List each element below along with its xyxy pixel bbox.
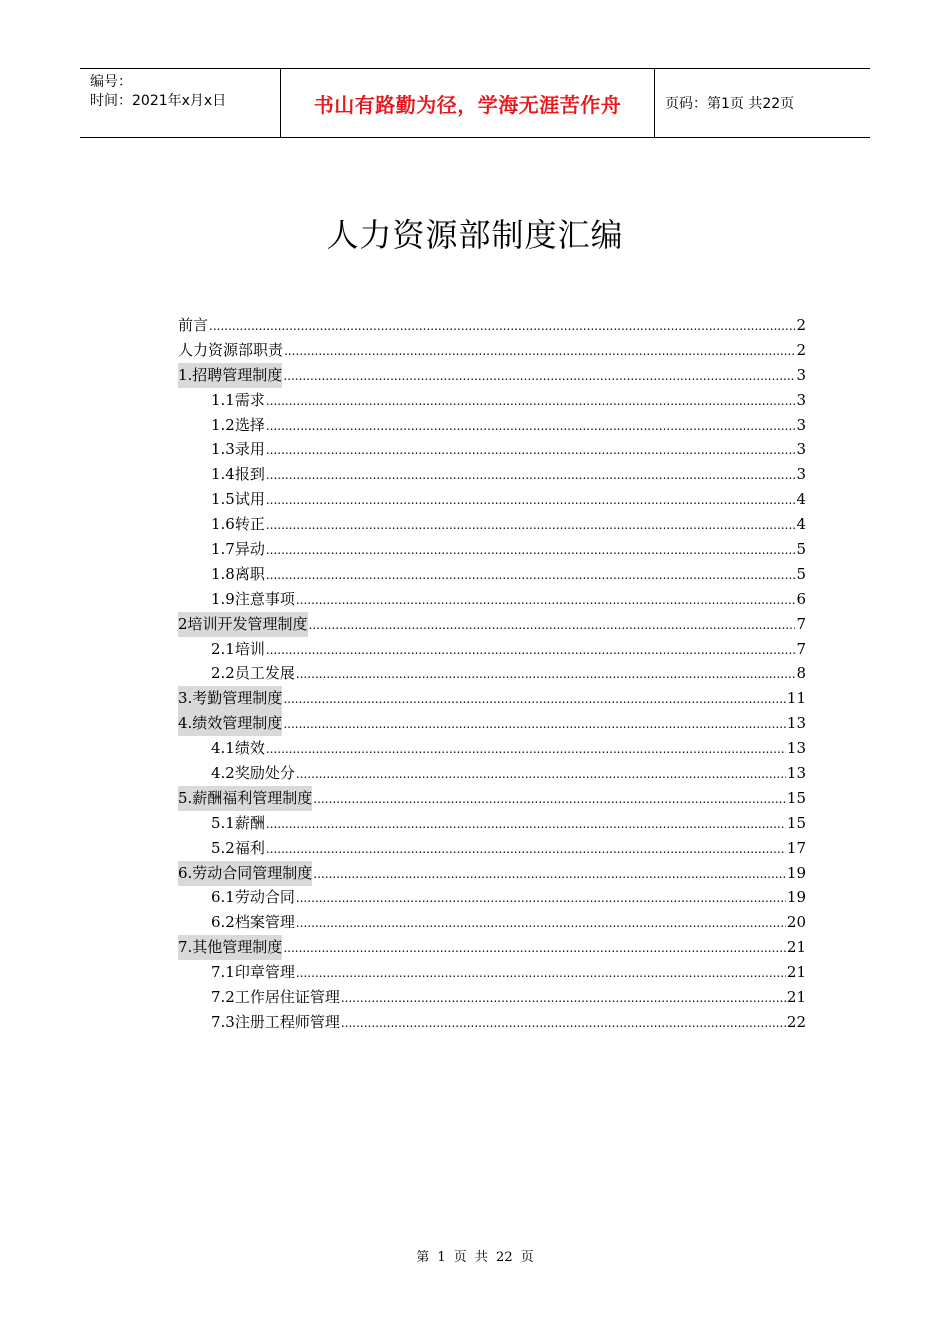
toc-leader-dots bbox=[266, 836, 786, 862]
toc-entry-page: 17 bbox=[786, 838, 806, 857]
toc-entry-label: 6.2档案管理 bbox=[211, 913, 295, 932]
toc-entry-label: 7.2工作居住证管理 bbox=[211, 988, 340, 1007]
toc-leader-dots bbox=[266, 537, 796, 563]
toc-leader-dots bbox=[296, 587, 796, 613]
toc-entry[interactable] bbox=[178, 562, 806, 587]
toc-entry-page: 2 bbox=[796, 316, 806, 334]
toc-leader-dots bbox=[266, 811, 786, 837]
toc-entry[interactable] bbox=[178, 612, 806, 637]
toc-entry-label: 4.2奖励处分 bbox=[211, 764, 295, 783]
toc-entry-page: 13 bbox=[786, 764, 806, 783]
toc-leader-dots bbox=[266, 437, 796, 463]
toc-entry-label: 7.3注册工程师管理 bbox=[211, 1012, 340, 1031]
toc-entry[interactable] bbox=[178, 811, 806, 836]
toc-leader-dots bbox=[296, 910, 786, 936]
toc-entry[interactable] bbox=[178, 736, 806, 761]
toc-entry-page: 11 bbox=[786, 689, 806, 708]
toc-entry-label: 1.招聘管理制度 bbox=[178, 363, 282, 388]
toc-entry[interactable] bbox=[178, 686, 806, 711]
toc-leader-dots bbox=[309, 612, 796, 638]
toc-entry[interactable] bbox=[178, 388, 806, 413]
toc-entry-page: 20 bbox=[786, 913, 806, 932]
toc-entry-page: 7 bbox=[796, 614, 806, 633]
toc-entry-label: 5.2福利 bbox=[211, 838, 265, 857]
toc-leader-dots bbox=[266, 487, 796, 513]
toc-entry[interactable] bbox=[178, 661, 806, 686]
toc-entry[interactable] bbox=[178, 910, 806, 935]
toc-entry-label: 5.薪酬福利管理制度 bbox=[178, 786, 312, 811]
toc-entry-label: 6.1劳动合同 bbox=[211, 888, 295, 907]
toc-entry[interactable] bbox=[178, 487, 806, 512]
toc-leader-dots bbox=[313, 786, 786, 812]
toc-entry-label: 1.4报到 bbox=[211, 465, 265, 484]
toc-entry-page: 5 bbox=[796, 564, 806, 583]
toc-entry-label: 1.9注意事项 bbox=[211, 589, 295, 608]
toc-entry-page: 5 bbox=[796, 540, 806, 559]
toc-entry-label: 1.8离职 bbox=[211, 564, 265, 583]
toc-entry-page: 13 bbox=[786, 739, 806, 758]
toc-entry[interactable] bbox=[178, 711, 806, 736]
toc-entry[interactable] bbox=[178, 637, 806, 662]
toc-entry[interactable] bbox=[178, 537, 806, 562]
header-meta bbox=[80, 69, 281, 137]
toc-leader-dots bbox=[266, 388, 796, 414]
toc-entry-label: 7.其他管理制度 bbox=[178, 935, 282, 960]
toc-entry[interactable] bbox=[178, 313, 806, 338]
toc-leader-dots bbox=[266, 462, 796, 488]
toc-leader-dots bbox=[266, 562, 796, 588]
document-number-label: 编号： bbox=[90, 74, 132, 90]
toc-leader-dots bbox=[296, 885, 786, 911]
toc-entry[interactable] bbox=[178, 437, 806, 462]
toc-leader-dots bbox=[266, 736, 786, 762]
toc-entry[interactable] bbox=[178, 861, 806, 886]
toc-entry-label: 3.考勤管理制度 bbox=[178, 686, 282, 711]
page-footer: 第 1 页 共 22 页 bbox=[416, 1250, 534, 1265]
toc-entry-page: 15 bbox=[786, 788, 806, 807]
toc-entry-page: 4 bbox=[796, 515, 806, 534]
toc-entry[interactable] bbox=[178, 985, 806, 1010]
toc-entry-label: 4.1绩效 bbox=[211, 739, 265, 758]
toc-entry[interactable] bbox=[178, 587, 806, 612]
toc-entry-page: 15 bbox=[786, 813, 806, 832]
toc-leader-dots bbox=[296, 761, 786, 787]
toc-entry-label: 2.1培训 bbox=[211, 639, 265, 658]
toc-entry-page: 13 bbox=[786, 714, 806, 733]
toc-leader-dots bbox=[283, 711, 786, 737]
toc-entry-page: 19 bbox=[786, 888, 806, 907]
toc-entry-label: 2培训开发管理制度 bbox=[178, 612, 308, 637]
toc-entry-label: 4.绩效管理制度 bbox=[178, 711, 282, 736]
toc-entry-label: 6.劳动合同管理制度 bbox=[178, 861, 312, 886]
header-page-info: 页码：第1页 共22页 bbox=[665, 96, 795, 112]
toc-leader-dots bbox=[313, 861, 786, 887]
toc-entry[interactable] bbox=[178, 761, 806, 786]
toc-entry[interactable] bbox=[178, 960, 806, 985]
toc-entry[interactable] bbox=[178, 338, 806, 363]
toc-entry-page: 19 bbox=[786, 863, 806, 882]
toc-entry-page: 21 bbox=[786, 963, 806, 982]
toc-entry-label: 1.3录用 bbox=[211, 440, 265, 459]
toc-leader-dots bbox=[296, 661, 796, 687]
toc-entry-label: 1.1需求 bbox=[211, 390, 265, 409]
toc-entry-page: 4 bbox=[796, 490, 806, 509]
toc-entry-label: 1.7异动 bbox=[211, 540, 265, 559]
toc-leader-dots bbox=[296, 960, 786, 986]
toc-entry-label: 2.2员工发展 bbox=[211, 664, 295, 683]
toc-leader-dots bbox=[341, 1010, 786, 1036]
toc-leader-dots bbox=[283, 935, 786, 961]
toc-entry[interactable] bbox=[178, 836, 806, 861]
toc-entry-label: 前言 bbox=[178, 316, 209, 334]
toc-leader-dots bbox=[266, 413, 796, 439]
toc-entry-label: 人力资源部职责 bbox=[178, 340, 284, 359]
toc-entry-label: 1.2选择 bbox=[211, 415, 265, 434]
document-title: 人力资源部制度汇编 bbox=[326, 216, 624, 254]
toc-entry-label: 1.5试用 bbox=[211, 490, 265, 509]
toc-entry-page: 7 bbox=[796, 639, 806, 658]
toc-entry-page: 8 bbox=[796, 664, 806, 683]
toc-leader-dots bbox=[283, 363, 795, 389]
toc-leader-dots bbox=[266, 637, 796, 663]
toc-entry[interactable] bbox=[178, 786, 806, 811]
toc-entry-page: 21 bbox=[786, 988, 806, 1007]
toc-entry-page: 3 bbox=[796, 465, 806, 484]
toc-leader-dots bbox=[341, 985, 786, 1011]
toc-entry-page: 3 bbox=[796, 390, 806, 409]
toc-entry[interactable] bbox=[178, 462, 806, 487]
toc-entry-label: 5.1薪酬 bbox=[211, 813, 265, 832]
toc-entry-page: 3 bbox=[796, 440, 806, 459]
toc-leader-dots bbox=[266, 512, 796, 538]
document-time-label: 时间：2021年x月x日 bbox=[90, 93, 227, 109]
toc-entry-page: 6 bbox=[796, 589, 806, 608]
toc-entry-page: 3 bbox=[796, 415, 806, 434]
toc-entry[interactable] bbox=[178, 935, 806, 960]
toc-entry[interactable] bbox=[178, 885, 806, 910]
table-of-contents bbox=[178, 313, 806, 1035]
toc-entry-page: 21 bbox=[786, 938, 806, 957]
toc-entry-label: 7.1印章管理 bbox=[211, 963, 295, 982]
toc-entry-label: 1.6转正 bbox=[211, 515, 265, 534]
toc-entry-page: 3 bbox=[796, 365, 806, 384]
header-motto: 书山有路勤为径，学海无涯苦作舟 bbox=[281, 69, 655, 137]
page-header bbox=[80, 68, 870, 138]
toc-entry-page: 22 bbox=[786, 1012, 806, 1031]
toc-leader-dots bbox=[209, 313, 795, 339]
toc-leader-dots bbox=[284, 338, 795, 364]
toc-entry[interactable] bbox=[178, 512, 806, 537]
toc-entry[interactable] bbox=[178, 1010, 806, 1035]
toc-leader-dots bbox=[283, 686, 786, 712]
toc-entry[interactable] bbox=[178, 413, 806, 438]
toc-entry[interactable] bbox=[178, 363, 806, 388]
toc-entry-page: 2 bbox=[796, 340, 806, 359]
